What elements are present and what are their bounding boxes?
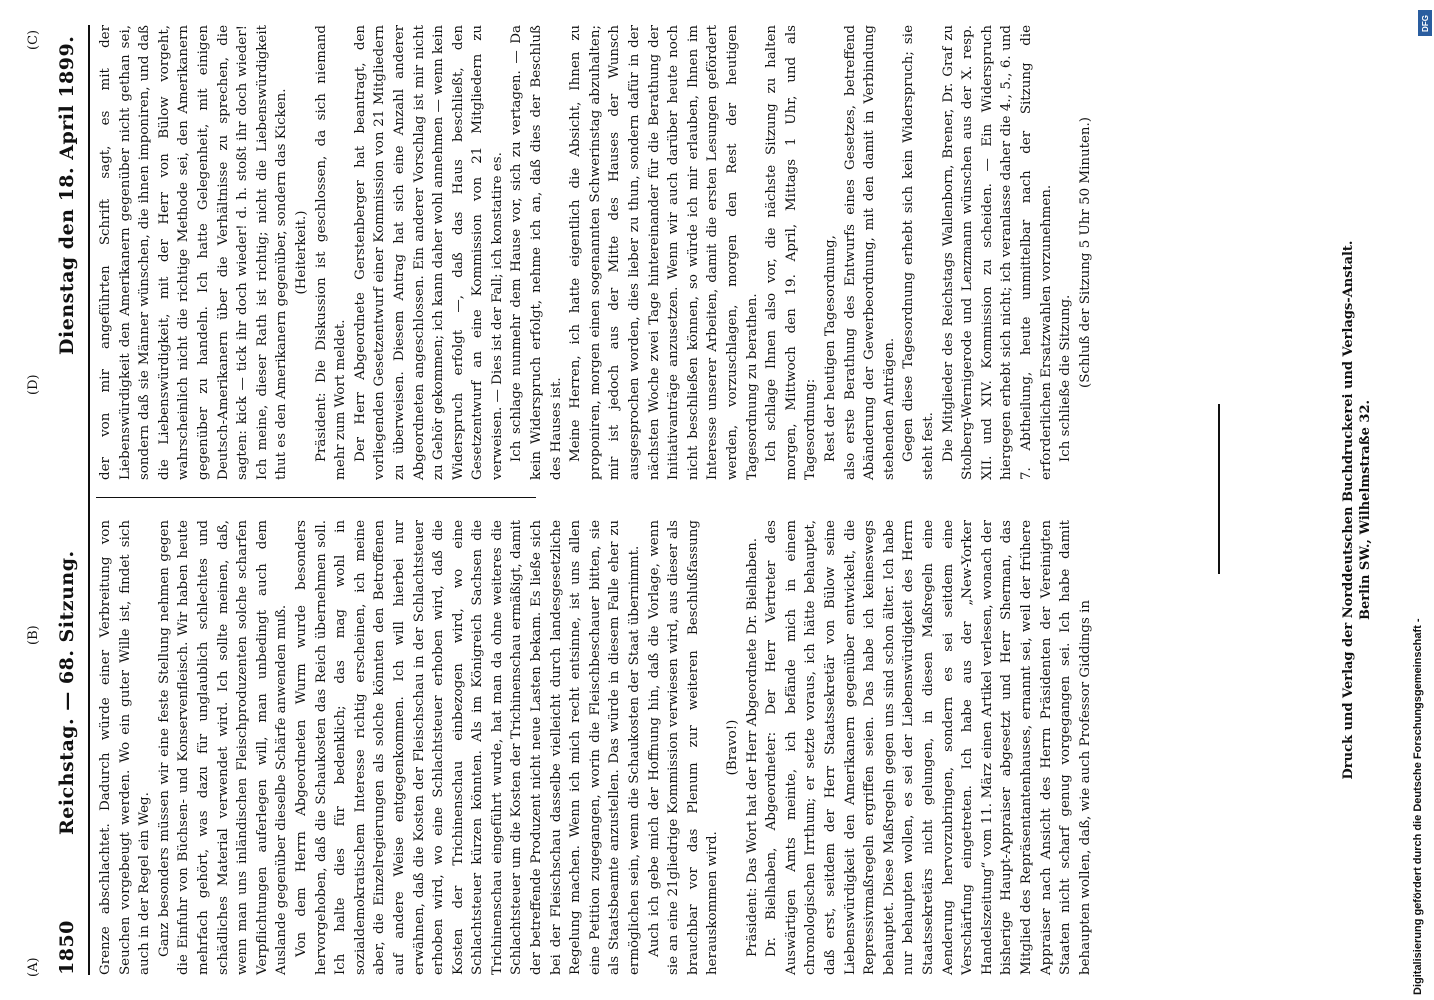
paragraph: Gegen diese Tagesordnung erhebt sich kein Widerspruch; sie steht fest. — [901, 25, 936, 480]
margin-marker-d: (D) — [26, 374, 41, 395]
column-separator — [96, 497, 536, 498]
closing-note: (Schluß der Sitzung 5 Uhr 50 Minuten.) — [1077, 116, 1093, 389]
margin-marker-b: (B) — [26, 625, 41, 645]
paragraph: Ich schlage Ihnen also vor, die nächste Sitzung zu halten morgen, Mittwoch den 19. April, Mittags 1 Uhr, und als Tagesordnung: — [764, 25, 819, 480]
paragraph: Der Herr Abgeordnete Gerstenberger hat beantragt, den vorliegenden Gesetzentwurf einer Kommission von 21 Mitgliedern zu überweisen. Diesem Antrag hat sich eine Anzahl anderer Abgeordneten angeschlossen. Ein anderer Vorschlag ist mir nicht zu Gehör gekommen; ich kann daher wohl annehmen — wenn kein Widerspruch erfolgt —, daß das Haus beschließt, den Gesetzentwurf an eine Kommission von 21 Mitgliedern zu verweisen. — Dies ist der Fall; ich konstatire es. — [352, 25, 505, 480]
paragraph: Meine Herren, ich hatte eigentlich die Absicht, Ihnen zu proponiren, morgen einen sogenannten Schwerinstag abzuhalten; mir ist jedoch aus der Mitte des Hauses der Wunsch ausgesprochen worden, dies lieber zu thun, sondern dafür in der nächsten Woche zwei Tage hintereinander für die Berathung der Initiativanträge anzusetzen. Wenn wir auch darüber heute noch nicht beschließen können, so würde ich mir erlauben, Ihnen im Interesse unserer Arbeiten, damit die ersten Lesungen gefördert werden, vorzuschlagen, morgen den Rest der heutigen Tagesordnung zu berathen. — [568, 25, 760, 480]
dfg-label: DFG — [1420, 14, 1430, 32]
paragraph: Ich schlage nunmehr dem Hause vor, sich zu vertagen. — Da kein Widerspruch erfolgt, nehme ich an, daß dies der Beschluß des Hauses ist. — [509, 25, 564, 480]
margin-marker-a: (A) — [26, 957, 41, 977]
paragraph: Von dem Herrn Abgeordneten Wurm wurde besonders hervorgehoben, daß die Schaukosten das Reich übernehmen soll. Ich halte dies für bedenklich; das mag wohl in sozialdemokratischem Interesse richtig erscheinen, ich meine aber, die Einzelregierungen als solche könnten den Betroffenen auf andere Weise entgegenkommen. Ich will hierbei nur erwähnen, daß die Kosten der Fleischschau in der Schlachtsteuer erhoben wird, wo eine Schlachtsteuer erhoben wird, daß die Kosten der Trichinenschau einbezogen wird, wo eine Schlachtsteuer kürzen könnten. Als im Königreich Sachsen die Trichinenschau eingeführt wurde, hat man da ohne weiteres die Schlachtsteuer um die Kosten der Trichinenschau ermäßigt, damit der betreffende Produzent nicht neue Lasten bekam. Es ließe sich bei der Fleischschau dasselbe vielleicht durch landesgesetzliche Regelung machen. Wenn ich mich recht entsinne, ist uns allen eine Petition zugegangen, worin die Fleischbeschauer bitten, sie als Staatsbeamte anzustellen. Das würde in diesem Falle eher zu ermöglichen sein, wenn die Schaukosten der Staat übernimmt. — [293, 520, 643, 975]
digitization-note: Digitalisierung gefördert durch die Deutsche Forschungsgemeinschaft - — [1412, 618, 1424, 995]
paragraph: Rest der heutigen Tagesordnung, — [822, 235, 838, 462]
paragraph: Dr. Bielhaben, Abgeordneter: Der Herr Vertreter des Auswärtigen Amts meinte, ich befände mich in einem chronologischen Irrthum; er setzte voraus, ich hätte behauptet, daß erst, seitdem der Herr Staatssekretär von Bülow seine Liebenswürdigkeit den Amerikanern gegenüber entwickelt, die Repressivmaßregeln ergriffen seien. Das habe ich keineswegs behauptet. Diese Maßregeln gegen uns sind schon älter. Ich habe nur behaupten wollen, es sei der Liebenswürdigkeit des Herrn Staatssekretärs nicht gelungen, in diesen Maßregeln eine Aenderung hervorzubringen, sondern es sei seitdem eine Verschärfung eingetreten. Ich habe aus der „New-Yorker Handelszeitung“ vom 11. März einen Artikel verlesen, wonach der bisherige Haupt-Appraiser abgesetzt und Herr Sherman, das Mitglied des Repräsentantenhauses, ernannt sei, weil der frühere Appraiser nach Ansicht des Herrn Präsidenten der Vereinigten Staaten nicht scharf genug vorgegangen sei. Ich habe damit behaupten wollen, daß, wie auch Professor Giddings in — [764, 520, 1093, 975]
imprint-line: Druck und Verlag der Norddeutschen Buchdruckerei und Verlags-Anstalt. — [1341, 240, 1356, 780]
paragraph: Grenze abschlachtet. Dadurch würde einer Verbreitung von Seuchen vorgebeugt werden. Wo ein guter Wille ist, findet sich auch in der Regel ein Weg. — [98, 520, 153, 975]
left-column — [96, 520, 1095, 975]
header-rule — [88, 25, 90, 975]
paragraph: Ganz besonders müssen wir eine feste Stellung nehmen gegen die Einfuhr von Büchsen- und Konservenfleisch. Wir haben heute mehrfach gehört, was dazu für unglaublich schlechtes und schädliches Material verwendet wird. Ich sollte meinen, daß, wenn man uns inländischen Fleischproduzenten solche scharfen Verpflichtungen auferlegen will, man unbedingt auch dem Auslande gegenüber dieselbe Schärfe anwenden muß. — [156, 520, 290, 975]
interjection: (Heiterkeit.) — [293, 210, 309, 295]
paragraph: also erste Berathung des Entwurfs eines Gesetzes, betreffend Abänderung der Gewerbeordnung, mit den damit in Verbindung stehenden Anträgen. — [842, 25, 897, 480]
paragraph: der von mir angeführten Schrift sagt, es mit der Liebenswürdigkeit den Amerikanern gegenüber nicht gethan sei, sondern daß sie Männer wünschen, die ihnen imponiren, und daß die Liebenswürdigkeit, mit der Herr von Bülow vorgeht, wahrscheinlich nicht die richtige Methode sei, den Amerikanern gegenüber zu handeln. Ich hatte Gelegenheit, mit einigen Deutsch-Amerikanern über die Verhältnisse zu sprechen, die sagten: kick — tick ihr doch wieder! d. h. stoßt ihr doch wieder! Ich meine, dieser Rath ist richtig; nicht die Liebenswürdigkeit thut es den Amerikanern gegenüber, sondern das Kicken. — [98, 25, 290, 480]
session-date: Dienstag den 18. April 1899. — [56, 35, 78, 355]
dfg-logo[interactable] — [1418, 10, 1432, 36]
page-header — [50, 25, 86, 975]
end-rule — [1218, 404, 1220, 574]
margin-marker-c: (C) — [26, 29, 41, 50]
session-title: Reichstag. — 68. Sitzung. — [56, 550, 78, 835]
paragraph: Präsident: Die Diskussion ist geschlossen, da sich niemand mehr zum Wort meldet. — [313, 25, 349, 480]
imprint-line: Berlin SW., Wilhelmstraße 32. — [1358, 399, 1373, 621]
right-column — [96, 25, 1095, 480]
page-number: 1850 — [56, 920, 78, 975]
paragraph: Präsident: Das Wort hat der Herr Abgeordnete Dr. Bielhaben. — [744, 537, 760, 957]
paragraph: Ich schließe die Sitzung. — [1058, 294, 1074, 462]
printer-imprint — [1340, 45, 1374, 975]
paragraph: Auch ich gebe mich der Hoffnung hin, daß die Vorlage, wenn sie an eine 21gliedrige Kommission verwiesen wird, aus dieser als brauchbar vor das Plenum zur weiteren Beschlußfassung herauskommen wird. — [646, 520, 721, 975]
rotated-page — [26, 25, 1140, 977]
paragraph: Die Mitglieder des Reichstags Wallenborn, Brener, Dr. Graf zu Stolberg-Wernigerode und Lenzmann wünschen aus der X. resp. XII. und XIV. Kommission zu scheiden. — Ein Widerspruch hiergegen erhebt sich nicht; ich veranlasse daher die 4., 5., 6. und 7. Abtheilung, heute unmittelbar nach der Sitzung die erforderlichen Ersatzwahlen vorzunehmen. — [940, 25, 1054, 480]
interjection: (Bravo!) — [725, 719, 740, 776]
